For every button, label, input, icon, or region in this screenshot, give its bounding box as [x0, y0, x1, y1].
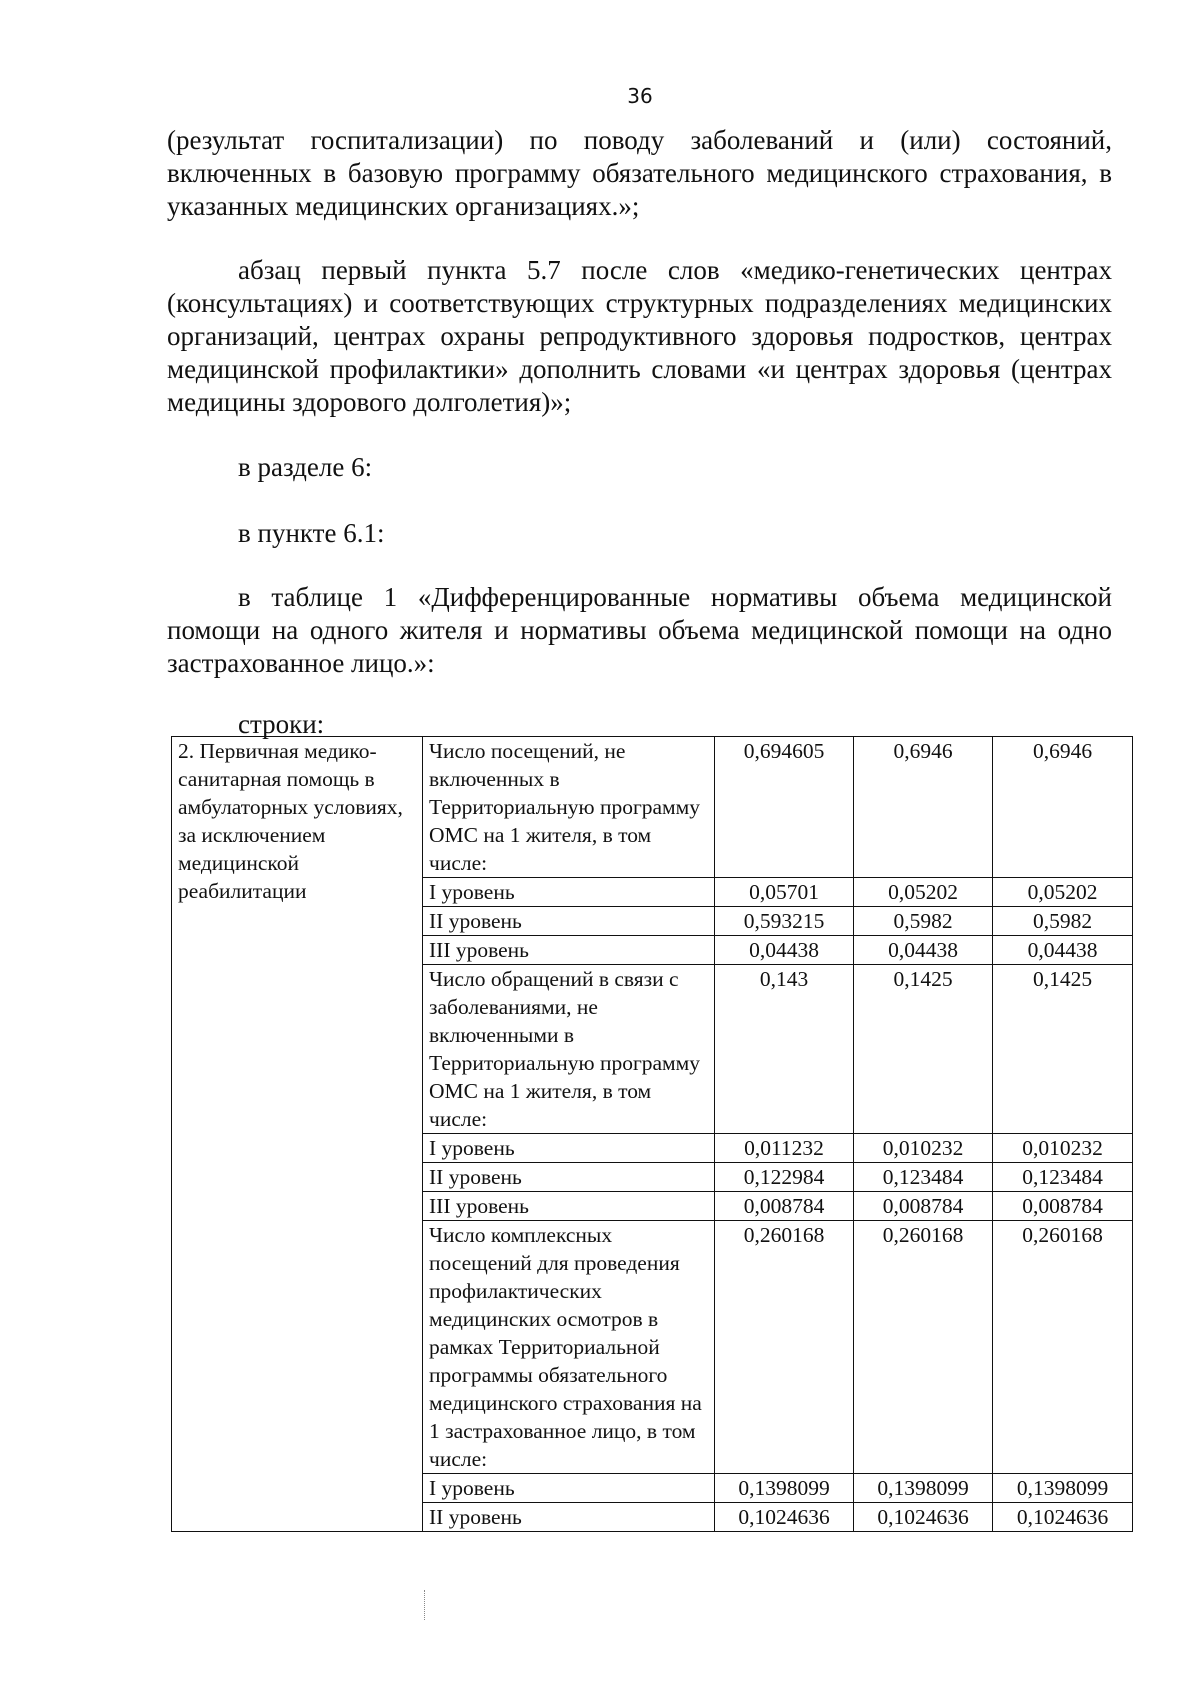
norms-table [171, 736, 1133, 1532]
value-col-3: 0,123484 [993, 1163, 1133, 1192]
value-col-3: 0,6946 [993, 737, 1133, 878]
value-col-2: 0,010232 [854, 1134, 993, 1163]
value-col-3: 0,1398099 [993, 1474, 1133, 1503]
paragraph-table-1: в таблице 1 «Дифференцированные нормативы объема медицинской помощи на одного жителя и нормативы объема медицинской помощи на одно застрахованное лицо.»: [167, 582, 1112, 678]
row-label: II уровень [423, 1503, 715, 1532]
value-col-1: 0,143 [715, 965, 854, 1134]
value-col-1: 0,694605 [715, 737, 854, 878]
value-col-2: 0,1024636 [854, 1503, 993, 1532]
value-col-2: 0,5982 [854, 907, 993, 936]
value-col-2: 0,008784 [854, 1192, 993, 1221]
row-label: II уровень [423, 1163, 715, 1192]
row-label: I уровень [423, 878, 715, 907]
value-col-3: 0,1425 [993, 965, 1133, 1134]
row-label: Число комплексных посещений для проведения профилактических медицинских осмотров в рамках Территориальной программы обязательного медицинского страхования на 1 застрахованное лицо, в том числе: [423, 1221, 715, 1474]
category-cell: 2. Первичная медико-санитарная помощь в амбулаторных условиях, за исключением медицинской реабилитации [172, 737, 423, 1532]
value-col-3: 0,05202 [993, 878, 1133, 907]
table-row [172, 737, 1133, 878]
value-col-1: 0,260168 [715, 1221, 854, 1474]
row-label: II уровень [423, 907, 715, 936]
value-col-1: 0,1024636 [715, 1503, 854, 1532]
value-col-2: 0,260168 [854, 1221, 993, 1474]
row-label: Число обращений в связи с заболеваниями, не включенными в Территориальную программу ОМС на 1 жителя, в том числе: [423, 965, 715, 1134]
value-col-2: 0,1425 [854, 965, 993, 1134]
value-col-3: 0,5982 [993, 907, 1133, 936]
scan-mark [424, 1590, 426, 1620]
row-label: Число посещений, не включенных в Территориальную программу ОМС на 1 жителя, в том числе: [423, 737, 715, 878]
paragraph-rows-label: строки: [238, 709, 325, 739]
value-col-1: 0,05701 [715, 878, 854, 907]
value-col-2: 0,04438 [854, 936, 993, 965]
row-label: III уровень [423, 936, 715, 965]
value-col-1: 0,008784 [715, 1192, 854, 1221]
value-col-1: 0,593215 [715, 907, 854, 936]
value-col-2: 0,6946 [854, 737, 993, 878]
paragraph-item-6-1: в пункте 6.1: [238, 518, 385, 548]
value-col-3: 0,008784 [993, 1192, 1133, 1221]
row-label: I уровень [423, 1134, 715, 1163]
row-label: I уровень [423, 1474, 715, 1503]
value-col-2: 0,1398099 [854, 1474, 993, 1503]
value-col-3: 0,010232 [993, 1134, 1133, 1163]
value-col-3: 0,04438 [993, 936, 1133, 965]
value-col-1: 0,1398099 [715, 1474, 854, 1503]
paragraph-amendment-5-7: абзац первый пункта 5.7 после слов «медико-генетических центрах (консультациях) и соответствующих структурных подразделениях медицинских организаций, центрах охраны репродуктивного здоровья подростков, центрах медицинской профилактики» дополнить словами «и центрах здоровья (центрах медицины здорового долголетия)»; [167, 255, 1112, 417]
row-label: III уровень [423, 1192, 715, 1221]
value-col-1: 0,122984 [715, 1163, 854, 1192]
value-col-2: 0,05202 [854, 878, 993, 907]
value-col-3: 0,260168 [993, 1221, 1133, 1474]
paragraph-section-6: в разделе 6: [238, 452, 373, 482]
value-col-1: 0,011232 [715, 1134, 854, 1163]
page-number: 36 [627, 84, 653, 108]
value-col-2: 0,123484 [854, 1163, 993, 1192]
value-col-1: 0,04438 [715, 936, 854, 965]
paragraph-hospitalization: (результат госпитализации) по поводу заболеваний и (или) состояний, включенных в базовую программу обязательного медицинского страхования, в указанных медицинских организациях.»; [167, 125, 1112, 221]
value-col-3: 0,1024636 [993, 1503, 1133, 1532]
